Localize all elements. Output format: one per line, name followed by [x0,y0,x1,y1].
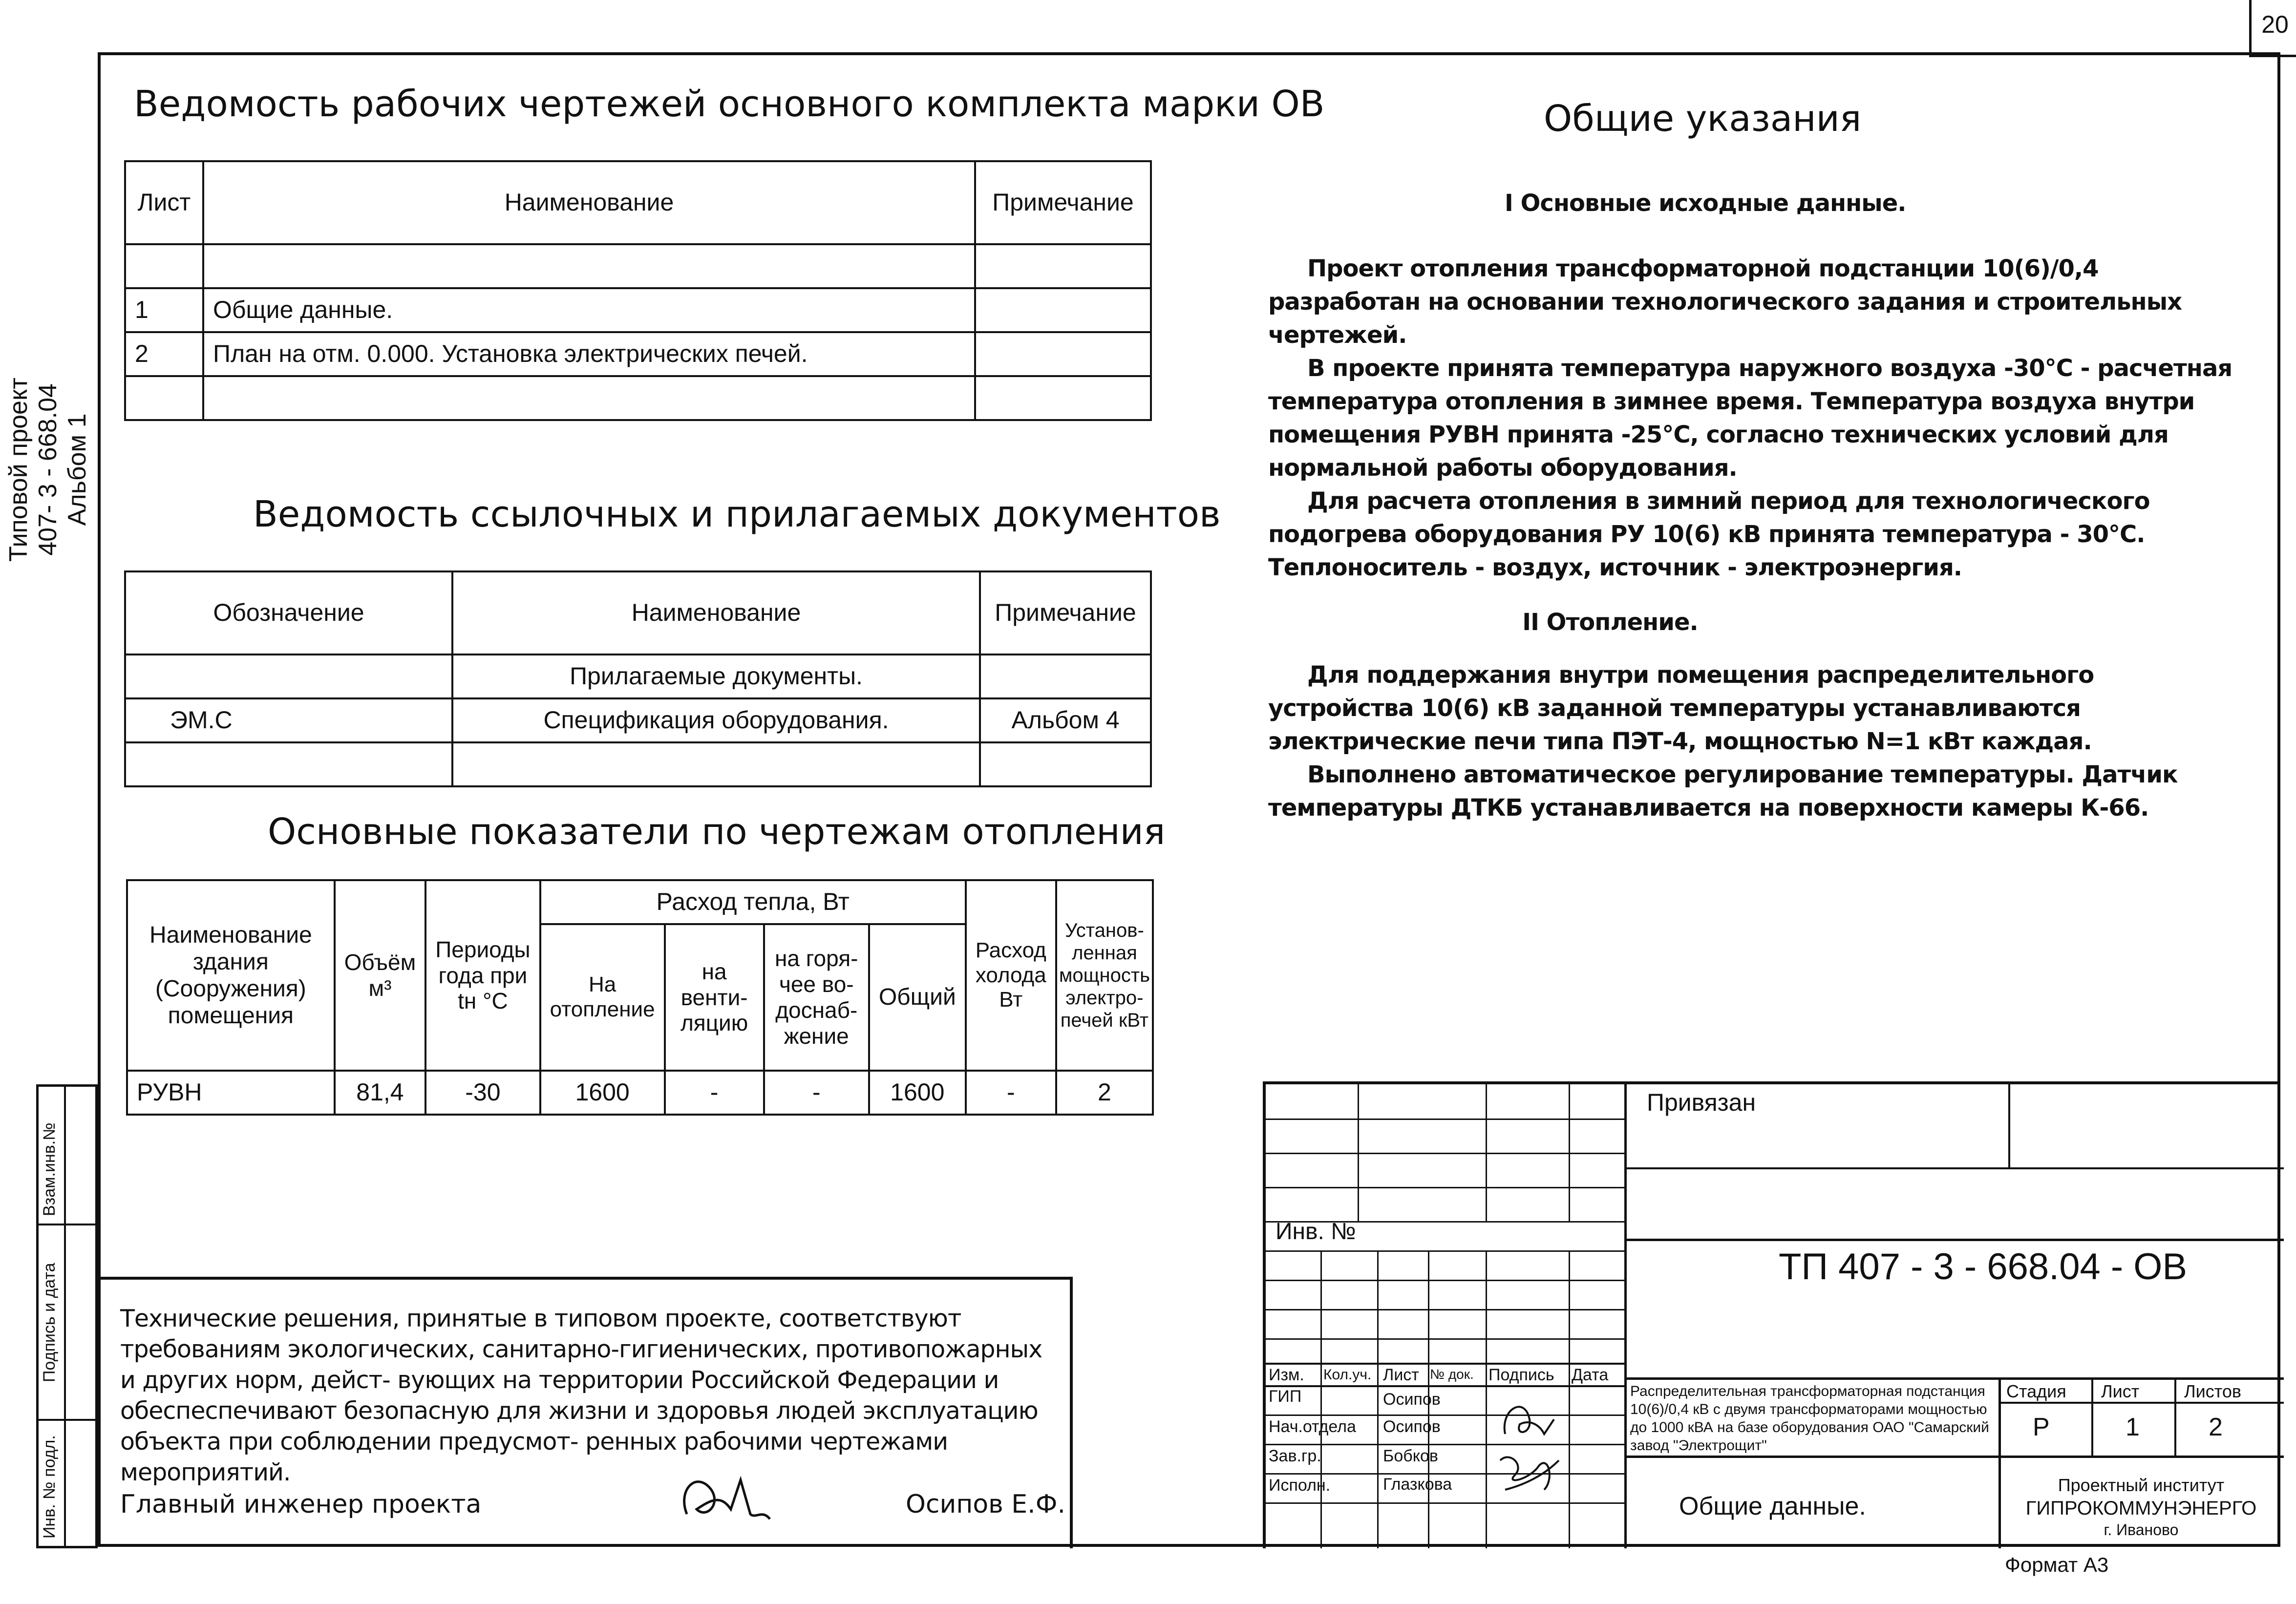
inv-label: Инв. № [1276,1219,1356,1245]
section1-paragraph1: Проект отопления трансформаторной подстанции 10(6)/0,4 разработан на основании технологического задания и строительных чертежей. [1268,255,2182,349]
format-label: Формат А3 [2005,1553,2109,1576]
chief-engineer-label: Главный инженер проекта [120,1490,482,1519]
sheet-note [975,332,1151,376]
ventilation-value: - [665,1071,764,1115]
sheet-value: 1 [2126,1413,2140,1441]
object-description: Распределительная трансформаторная подстанция 10(6)/0,4 кВ с двумя трансформаторами мощностью до 1000 кВА на базе оборудования ОАО "Самарский завод "Электрощит" [1630,1383,1989,1454]
indicators-title: Основные показатели по чертежам отопления [268,811,1166,853]
header-heating: На отопление [540,924,665,1071]
drawings-list-table [124,160,1152,421]
col-count: Кол.уч. [1323,1367,1372,1383]
header-name: Наименование [203,161,975,244]
header-heat-consumption: Расход тепла, Вт [540,880,966,924]
sheet-number: 1 [125,288,203,332]
role-head: Нач.отдела [1269,1417,1356,1436]
name-head: Осипов [1383,1417,1441,1436]
doc-note: Альбом 4 [980,698,1151,742]
table-row [125,288,1151,332]
document-code: ТП 407 - 3 - 668.04 - ОВ [1779,1246,2188,1287]
docs-list-title: Ведомость ссылочных и прилагаемых документов [253,493,1221,535]
col-doc: № док. [1430,1367,1474,1382]
role-executor: Исполн. [1269,1476,1331,1495]
project-id [4,378,92,562]
indicators-table [126,879,1154,1116]
title-block [1263,1081,2280,1548]
header-period: Периоды года при tн °C [425,880,540,1071]
building-name: РУВН [127,1071,335,1115]
sheet-title: Общие данные. [1679,1492,1866,1520]
sheet-note [975,288,1151,332]
section2-title: II Отопление. [1522,609,1698,636]
signature-gip [1500,1390,1559,1444]
header-cold: Расход холода Вт [966,880,1056,1071]
stamp-signature-date: Подпись и дата [40,1263,59,1382]
stamp-replacement: Взам.инв.№ [40,1122,59,1216]
sheet-number: 2 [125,332,203,376]
org-line1: Проектный институт [2058,1475,2225,1495]
col-signature: Подпись [1488,1366,1554,1384]
header-power: Установ- ленная мощность электро- печей кВт [1056,880,1153,1071]
table-row [125,332,1151,376]
doc-name: Спецификация оборудования. [452,698,980,742]
project-type: Типовой проект [4,377,33,562]
section-attached-docs: Прилагаемые документы. [452,654,980,698]
role-group: Зав.гр. [1269,1447,1321,1465]
chief-engineer-name: Осипов Е.Ф. [906,1490,1065,1519]
header-total: Общий [869,924,966,1071]
header-note: Примечание [975,161,1151,244]
stage-value: Р [2033,1413,2050,1441]
sheet-name: Общие данные. [203,288,975,332]
page-number-box [2249,0,2296,57]
general-title: Общие указания [1544,98,1862,140]
section2-paragraph2: Выполнено автоматическое регулирование температуры. Датчик температуры ДТКБ устанавливается на поверхности камеры К-66. [1268,761,2178,822]
header-note: Примечание [980,571,1151,654]
col-date: Дата [1572,1366,1609,1384]
org-line3: г. Иваново [2104,1521,2179,1539]
engineer-signature [677,1460,775,1529]
bound-label: Привязан [1647,1089,1756,1116]
name-executor: Глазкова [1383,1475,1452,1494]
section1-paragraph2: В проекте принята температура наружного воздуха -30°С - расчетная температура отопления в зимнее время. Температура воздуха внутри помещения РУВН принята -25°С, согласно технических условий для нормальной работы оборудования. [1268,355,2232,482]
header-name: Наименование [452,571,980,654]
signature-group [1495,1446,1564,1499]
section2-paragraph1: Для поддержания внутри помещения распределительного устройства 10(6) кВ заданной температуры устанавливаются электрические печи типа ПЭТ-4, мощностью N=1 кВт каждая. [1268,661,2094,755]
section1-title: I Основные исходные данные. [1505,190,1906,217]
compliance-box [98,1277,1073,1548]
col-change: Изм. [1269,1366,1304,1384]
total-value: 1600 [869,1071,966,1115]
header-ventilation: на венти- ляцию [665,924,764,1071]
sheet-name: План на отм. 0.000. Установка электрических печей. [203,332,975,376]
docs-list-table [124,570,1152,787]
header-sheet: Лист [125,161,203,244]
header-building: Наименование здания (Сооружения) помещения [127,880,335,1071]
sheets-label: Листов [2184,1381,2241,1401]
name-gip: Осипов [1383,1390,1441,1409]
stage-label: Стадия [2006,1381,2066,1401]
sheet-label: Лист [2101,1381,2140,1401]
sheets-value: 2 [2209,1413,2223,1441]
name-group: Бобков [1383,1447,1438,1465]
header-hot-water: на горя- чее во- доснаб- жение [764,924,869,1071]
doc-code: ЭМ.С [125,698,452,742]
general-body [1268,252,2245,824]
org-line2: ГИПРОКОММУНЭНЕРГО [2025,1498,2257,1519]
project-number: 407- 3 - 668.04 [34,383,62,556]
volume-value: 81,4 [335,1071,426,1115]
period-value: -30 [425,1071,540,1115]
header-code: Обозначение [125,571,452,654]
hot-water-value: - [764,1071,869,1115]
page-number: 20 [2261,11,2289,38]
role-gip: ГИП [1269,1387,1302,1406]
header-volume: Объём м³ [335,880,426,1071]
col-sheet: Лист [1383,1366,1419,1384]
stamp-original-inv: Инв. № подл. [40,1435,59,1539]
section1-paragraph3: Для расчета отопления в зимний период для технологического подогрева оборудования РУ 10(6) кВ принята температура - 30°С. Теплоноситель - воздух, источник - электроэнергия. [1268,487,2150,581]
heating-value: 1600 [540,1071,665,1115]
table-row [125,698,1151,742]
compliance-text: Технические решения, принятые в типовом проекте, соответствуют требованиям экологических, санитарно-гигиенических, противопожарных и других норм, дейст- вующих на территории Российской Федерации и обеспеспечивают безопасную для жизни и здоровья людей эксплуатацию объекта при соблюдении предусмот- ренных рабочими чертежами мероприятий. [120,1305,1042,1486]
drawings-list-title: Ведомость рабочих чертежей основного комплекта марки ОВ [134,83,1325,125]
table-row [127,1071,1153,1115]
power-value: 2 [1056,1071,1153,1115]
album-number: Альбом 1 [63,413,91,526]
cold-value: - [966,1071,1056,1115]
